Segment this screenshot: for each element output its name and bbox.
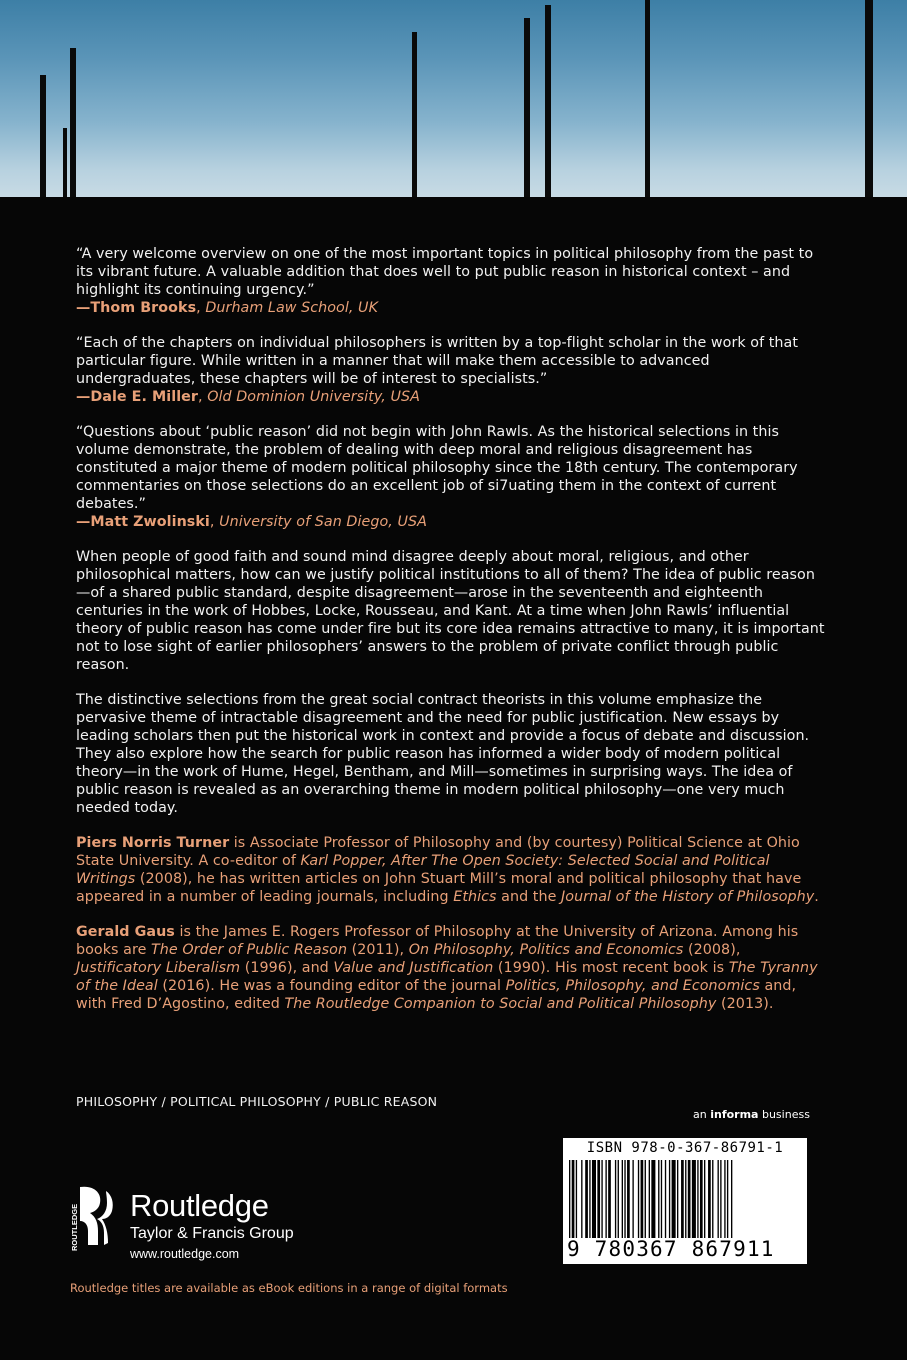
barcode-bar <box>681 1160 684 1238</box>
endorsement-2 <box>76 334 828 406</box>
publisher-name: Routledge <box>130 1188 269 1223</box>
author-bio-gaus <box>76 923 828 1013</box>
endorsement-text: “Each of the chapters on individual philosophers is written by a top-flight scholar in the work of that particular figure. While written in a manner that will make them accessible to advanced undergraduates, these chapters will be of interest to specialists.” <box>76 335 799 387</box>
isbn-digits: 9 780367 867911 <box>567 1237 775 1261</box>
isbn-label: ISBN 978-0-367-86791-1 <box>586 1140 784 1156</box>
bio-text: . <box>814 889 819 905</box>
informa-word: informa <box>710 1108 759 1121</box>
endorsement-attribution: —Thom Brooks, Durham Law School, UK <box>76 300 378 316</box>
barcode-bar <box>649 1160 650 1238</box>
barcode-bar <box>569 1160 570 1238</box>
barcode-bar <box>618 1160 619 1238</box>
bio-text: (1990). His most recent book is <box>493 960 729 976</box>
barcode-bar <box>704 1160 705 1238</box>
subject-categories: PHILOSOPHY / POLITICAL PHILOSOPHY / PUBLIC REASON <box>76 1094 438 1109</box>
cover-photo-sky <box>0 0 907 197</box>
journal-title: Ethics <box>453 889 497 905</box>
barcode-bar <box>669 1160 670 1238</box>
barcode-bar <box>658 1160 659 1238</box>
book-title: Karl Popper, After The Open Society: Selected Social and Political Writings <box>76 853 770 887</box>
publisher-group: Taylor & Francis Group <box>130 1225 294 1242</box>
barcode-bar <box>724 1160 725 1238</box>
endorser-name: —Thom Brooks <box>76 300 197 316</box>
bio-text: is the James E. Rogers Professor of Philosophy at the University of Arizona. Among his books are <box>76 924 799 958</box>
barcode-bar <box>638 1160 639 1238</box>
book-title: The Tyranny of the Ideal <box>76 960 818 994</box>
endorser-name: —Dale E. Miller <box>76 389 198 405</box>
description-paragraph-1: When people of good faith and sound mind disagree deeply about moral, religious, and other philosophical matters, how can we justify political institutions to all of them? The idea of public reason—of a shared public standard, despite disagreement—arose in the seventeenth and eighteenth centuries in the work of Hobbes, Locke, Rousseau, and Kant. At a time when John Rawls’ influential theory of public reason has come under fire but its core idea remains attractive to many, it is important not to lose sight of earlier philosophers’ answers to the problem of private conflict through public reason. <box>76 549 825 673</box>
author-bio-turner <box>76 834 828 906</box>
barcode-bar <box>622 1160 623 1238</box>
endorsement-attribution: —Dale E. Miller, Old Dominion University, USA <box>76 389 420 405</box>
routledge-logo-icon <box>70 1185 116 1255</box>
silhouette-posts <box>0 0 907 197</box>
book-title: On Philosophy, Politics and Economics <box>408 942 684 958</box>
bio-text: (2008), <box>683 942 741 958</box>
barcode-bar <box>576 1160 577 1238</box>
barcode-bar <box>632 1160 633 1238</box>
description-paragraph-2: The distinctive selections from the great social contract theorists in this volume emphasize the pervasive theme of intractable disagreement and the need for public justification. New essays by leading scholars then put the historical work in context and provide a focus of debate and discussion. They also explore how the search for public reason has informed a wider body of modern political theory—in the work of Hume, Hegel, Bentham, and Mill—sometimes in surprising ways. The idea of public reason is revealed as an overarching theme in modern political philosophy—one very much needed today. <box>76 692 810 816</box>
barcode-bar <box>700 1160 703 1238</box>
isbn-barcode <box>563 1138 807 1264</box>
barcode-bar <box>677 1160 678 1238</box>
publisher-url: www.routledge.com <box>130 1247 240 1261</box>
barcode-bar <box>685 1160 686 1238</box>
barcode-bar <box>645 1160 646 1238</box>
barcode-bar <box>661 1160 662 1238</box>
barcode-bar <box>665 1160 666 1238</box>
barcode-bar <box>597 1160 600 1238</box>
barcode-bar <box>624 1160 625 1238</box>
bio-text: (2013). <box>716 996 774 1012</box>
endorsement-text: “Questions about ‘public reason’ did not begin with John Rawls. As the historical selections in this volume demonstrate, the problem of dealing with deep moral and religious disagreement has constituted a major theme of modern political philosophy since the 18th century. The contemporary commentaries on those selections do an excellent job of si7uating them in the context of current debates.” <box>76 424 798 512</box>
endorser-affiliation: Old Dominion University, USA <box>207 389 420 405</box>
barcode-bars <box>569 1160 801 1238</box>
barcode-bar <box>615 1160 616 1238</box>
barcode-bar <box>651 1160 655 1238</box>
barcode-bar <box>641 1160 644 1238</box>
back-cover-text <box>76 245 828 1030</box>
barcode-bar <box>592 1160 596 1238</box>
bio-text: and, with Fred D’Agostino, edited <box>76 978 797 1012</box>
barcode-bar <box>718 1160 719 1238</box>
barcode-bar <box>589 1160 590 1238</box>
barcode-bar <box>692 1160 696 1238</box>
barcode-bar <box>697 1160 698 1238</box>
author-name: Piers Norris Turner <box>76 835 230 851</box>
bio-text: (2008), he has written articles on John Stuart Mill’s moral and political philosophy that have appeared in a number of leading journals, including <box>76 871 802 905</box>
barcode-bar <box>708 1160 711 1238</box>
author-name: Gerald Gaus <box>76 924 175 940</box>
barcode-bar <box>727 1160 728 1238</box>
barcode-bar <box>712 1160 713 1238</box>
informa-suffix: business <box>758 1108 810 1121</box>
endorser-affiliation: University of San Diego, USA <box>219 514 427 530</box>
ebook-note: Routledge titles are available as eBook editions in a range of digital formats <box>70 1281 508 1295</box>
endorsement-text: “A very welcome overview on one of the most important topics in political philosophy from the past to its vibrant future. A valuable addition that does well to put public reason in historical context – and highlight its continuing urgency.” <box>76 246 814 298</box>
barcode-bar <box>627 1160 630 1238</box>
endorsement-3 <box>76 423 828 531</box>
informa-prefix: an <box>693 1108 711 1121</box>
barcode-bar <box>581 1160 582 1238</box>
barcode-bar <box>720 1160 721 1238</box>
endorser-name: —Matt Zwolinski <box>76 514 210 530</box>
barcode-bar <box>585 1160 588 1238</box>
bio-text: is Associate Professor of Philosophy and (by courtesy) Political Science at Ohio State University. A co-editor of <box>76 835 800 869</box>
journal-title: Journal of the History of Philosophy <box>561 889 815 905</box>
barcode-bar <box>672 1160 676 1238</box>
journal-title: Politics, Philosophy, and Economics <box>505 978 760 994</box>
book-title: The Routledge Companion to Social and Political Philosophy <box>284 996 717 1012</box>
endorser-affiliation: Durham Law School, UK <box>205 300 378 316</box>
bio-text: (1996), and <box>240 960 334 976</box>
endorsement-1 <box>76 245 828 317</box>
bio-text: (2016). He was a founding editor of the journal <box>157 978 506 994</box>
book-title: Value and Justification <box>333 960 494 976</box>
barcode-bar <box>605 1160 606 1238</box>
informa-tagline <box>693 1108 810 1121</box>
barcode-bar <box>572 1160 575 1238</box>
barcode-bar <box>731 1160 732 1238</box>
barcode-bar <box>688 1160 691 1238</box>
endorsement-attribution: —Matt Zwolinski, University of San Diego, USA <box>76 514 427 530</box>
bio-text: and the <box>496 889 562 905</box>
bio-text: (2011), <box>347 942 409 958</box>
publisher-brand <box>130 1188 294 1261</box>
barcode-bar <box>608 1160 611 1238</box>
book-title: Justificatory Liberalism <box>76 960 241 976</box>
book-title: The Order of Public Reason <box>151 942 348 958</box>
barcode-bar <box>601 1160 602 1238</box>
routledge-vertical-text: ROUTLEDGE <box>70 1203 79 1251</box>
